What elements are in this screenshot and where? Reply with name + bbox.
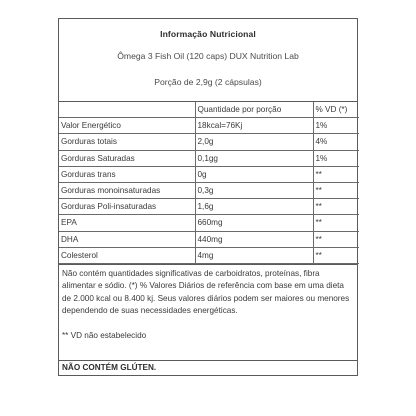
table-header-row	[59, 102, 359, 118]
nutrition-header	[59, 19, 357, 102]
nutrient-quantity: 0g	[195, 166, 313, 182]
footnotes	[59, 264, 357, 360]
table-row	[59, 231, 359, 247]
nutrition-table-wrap	[59, 102, 357, 264]
table-row	[59, 134, 359, 150]
nutrient-quantity: 0,1gg	[195, 150, 313, 166]
nutrition-title: Informação Nutricional	[160, 29, 256, 39]
nutrient-daily-value: 1%	[313, 150, 359, 166]
nutrient-daily-value: 4%	[313, 134, 359, 150]
nutrient-daily-value: **	[313, 199, 359, 215]
nutrient-name: Gorduras totais	[59, 134, 195, 150]
nutrient-name: DHA	[59, 231, 195, 247]
nutrition-facts-panel	[58, 18, 358, 376]
nutrient-quantity: 0,3g	[195, 182, 313, 198]
nutrient-quantity: 4mg	[195, 247, 313, 263]
nutrition-table	[59, 102, 359, 264]
nutrient-daily-value: **	[313, 182, 359, 198]
nutrient-name: Gorduras Saturadas	[59, 150, 195, 166]
nutrient-name: EPA	[59, 215, 195, 231]
product-name: Ômega 3 Fish Oil (120 caps) DUX Nutrition Lab	[117, 51, 299, 61]
column-header-nutrient	[59, 102, 195, 118]
nutrient-name: Gorduras monoinsaturadas	[59, 182, 195, 198]
nutrient-name: Gorduras trans	[59, 166, 195, 182]
table-row	[59, 215, 359, 231]
gluten-statement: NÃO CONTÉM GLÚTEN.	[59, 360, 357, 375]
nutrient-quantity: 660mg	[195, 215, 313, 231]
nutrient-daily-value: **	[313, 231, 359, 247]
nutrient-name: Valor Energético	[59, 118, 195, 134]
table-row	[59, 247, 359, 263]
nutrient-quantity: 18kcal=76Kj	[195, 118, 313, 134]
nutrient-daily-value: **	[313, 215, 359, 231]
table-row	[59, 150, 359, 166]
nutrient-daily-value: **	[313, 247, 359, 263]
footnote-vd: ** VD não estabelecido	[62, 330, 147, 340]
nutrient-daily-value: **	[313, 166, 359, 182]
portion-size: Porção de 2,9g (2 cápsulas)	[154, 77, 262, 87]
column-header-quantity: Quantidade por porção	[195, 102, 313, 118]
nutrient-daily-value: 1%	[313, 118, 359, 134]
table-row	[59, 199, 359, 215]
footnote-main: Não contém quantidades significativas de carboidratos, proteínas, fibra alimentar e sódio. (*) % Valores Diários de referência com base em uma dieta de 2.000 kcal ou 8.400 kj. Seus valores diários podem ser maiores ou menores dependendo de suas necessidades energéticas.	[62, 268, 350, 316]
table-row	[59, 166, 359, 182]
table-row	[59, 118, 359, 134]
nutrient-quantity: 440mg	[195, 231, 313, 247]
nutrient-quantity: 1,6g	[195, 199, 313, 215]
column-header-daily-value: % VD (*)	[313, 102, 359, 118]
nutrient-name: Gorduras Poli-insaturadas	[59, 199, 195, 215]
table-row	[59, 182, 359, 198]
nutrient-quantity: 2,0g	[195, 134, 313, 150]
nutrient-name: Colesterol	[59, 247, 195, 263]
